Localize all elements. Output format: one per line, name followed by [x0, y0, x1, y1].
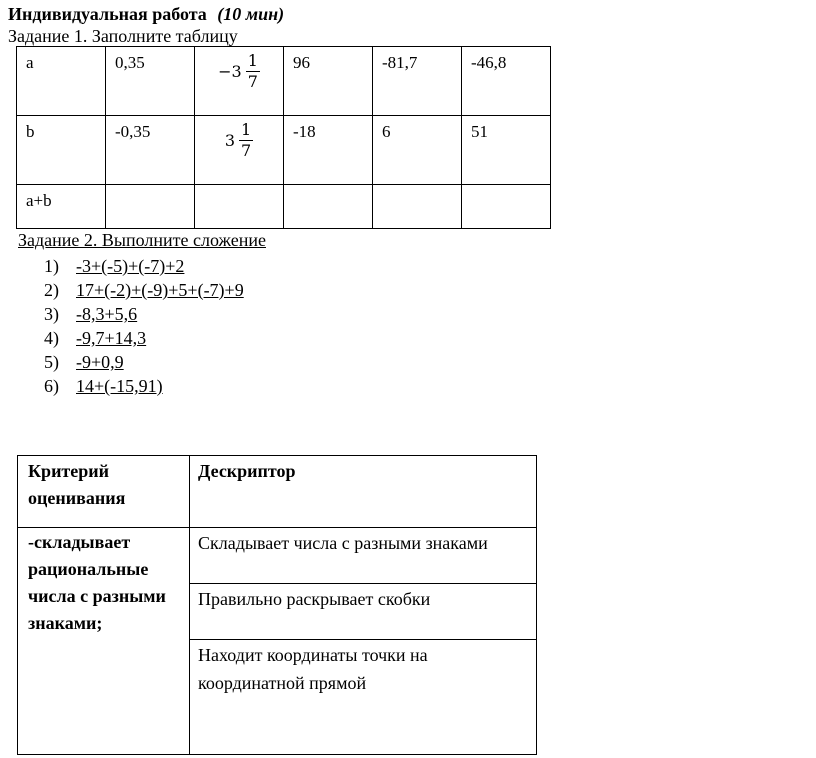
- item-number: 4): [44, 328, 59, 348]
- descriptor-item: Складывает числа с разными знаками: [190, 528, 537, 584]
- mixed-fraction: [225, 120, 253, 161]
- mixed-fraction: [218, 51, 260, 92]
- descriptor-header: Дескриптор: [190, 456, 537, 528]
- row-label: a: [17, 47, 106, 116]
- fraction-whole: 3: [224, 131, 235, 150]
- fraction-cell: [195, 47, 284, 116]
- item-number: 6): [44, 376, 59, 396]
- item-expression: -3+(-5)+(-7)+2: [76, 256, 185, 276]
- table-cell: 96: [284, 47, 373, 116]
- table-cell: 0,35: [106, 47, 195, 116]
- answer-cell[interactable]: [195, 185, 284, 229]
- table-cell: -81,7: [373, 47, 462, 116]
- fraction-denominator: 7: [241, 141, 252, 160]
- answer-cell[interactable]: [106, 185, 195, 229]
- criteria-table: [17, 455, 537, 755]
- row-label: a+b: [17, 185, 106, 229]
- item-number: 1): [44, 256, 59, 276]
- item-expression: 14+(-15,91): [76, 376, 163, 396]
- row-label: b: [17, 116, 106, 185]
- item-number: 3): [44, 304, 59, 324]
- table-cell: 51: [462, 116, 551, 185]
- criteria-header-row: [18, 456, 537, 528]
- fraction-cell: [195, 116, 284, 185]
- list-item: [44, 302, 244, 326]
- criteria-row: [18, 528, 537, 584]
- title-time: (10 мин): [217, 4, 285, 24]
- fraction-numerator: 1: [247, 51, 258, 70]
- task1-heading: Задание 1. Заполните таблицу: [8, 26, 238, 46]
- item-number: 5): [44, 352, 59, 372]
- item-expression: -8,3+5,6: [76, 304, 138, 324]
- list-item: [44, 278, 244, 302]
- table-row-sum: [17, 185, 551, 229]
- criterion-header: Критерий оценивания: [18, 456, 190, 528]
- exercise-list: [44, 254, 244, 398]
- list-item: [44, 374, 244, 398]
- task1-table: [16, 46, 551, 229]
- descriptor-item: Правильно раскрывает скобки: [190, 584, 537, 640]
- table-row-a: [17, 47, 551, 116]
- item-expression: -9,7+14,3: [76, 328, 147, 348]
- item-expression: 17+(-2)+(-9)+5+(-7)+9: [76, 280, 244, 300]
- fraction-numerator: 1: [241, 120, 252, 139]
- list-item: [44, 326, 244, 350]
- answer-cell[interactable]: [462, 185, 551, 229]
- list-item: [44, 350, 244, 374]
- item-expression: -9+0,9: [76, 352, 124, 372]
- descriptor-item: Находит координаты точки на координатной прямой: [190, 640, 537, 755]
- table-cell: 6: [373, 116, 462, 185]
- table-row-b: [17, 116, 551, 185]
- table-cell: -0,35: [106, 116, 195, 185]
- fraction-whole: −3: [218, 62, 242, 81]
- title-text: Индивидуальная работа: [8, 4, 207, 24]
- list-item: [44, 254, 244, 278]
- item-number: 2): [44, 280, 59, 300]
- page-title: [8, 4, 284, 25]
- table-cell: -18: [284, 116, 373, 185]
- table-cell: -46,8: [462, 47, 551, 116]
- answer-cell[interactable]: [373, 185, 462, 229]
- answer-cell[interactable]: [284, 185, 373, 229]
- task2-heading: Задание 2. Выполните сложение: [18, 230, 266, 250]
- fraction-denominator: 7: [247, 72, 258, 91]
- criterion-text: -складывает рациональные числа с разными знаками;: [18, 528, 190, 755]
